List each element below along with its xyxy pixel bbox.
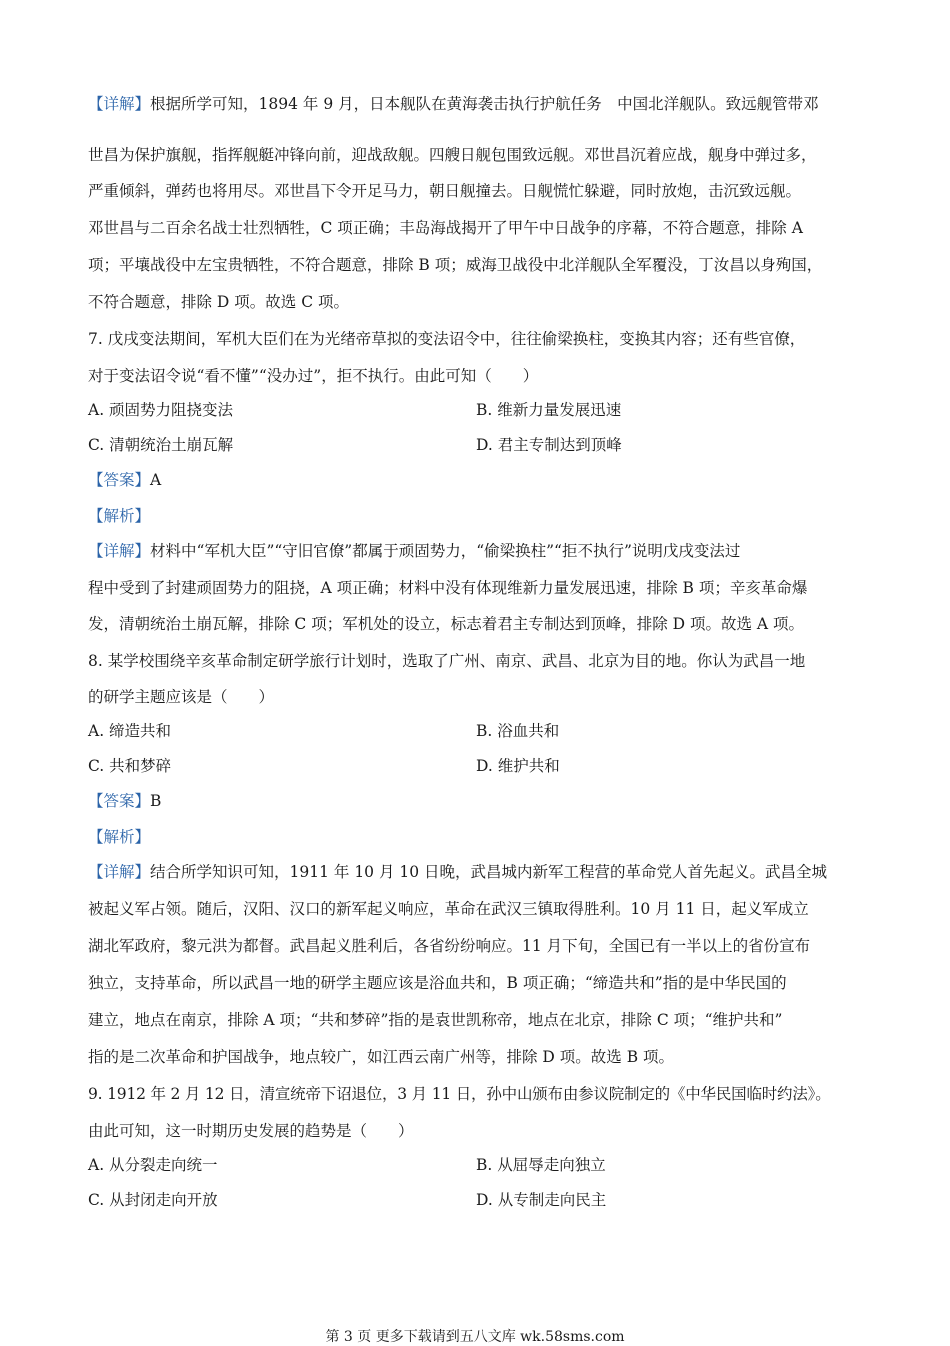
q8-option-b: B. 浴血共和 — [476, 722, 560, 740]
q9-option-c: C. 从封闭走向开放 — [88, 1191, 218, 1209]
q8-option-c: C. 共和梦碎 — [88, 757, 172, 775]
q7-analysis-tag: 【解析】 — [88, 507, 151, 525]
q6-detail-line-2: 世昌为保护旗舰，指挥舰艇冲锋向前，迎战敌舰。四艘日舰包围致远舰。邓世昌沉着应战，舰身中弹过多， — [88, 146, 817, 164]
q8-option-d: D. 维护共和 — [476, 757, 560, 775]
q7-option-a: A. 顽固势力阻挠变法 — [88, 401, 234, 419]
q6-detail-line-4: 邓世昌与二百余名战士壮烈牺牲，C 项正确；丰岛海战揭开了甲午中日战争的序幕，不符合题意，排除 A — [88, 219, 803, 237]
q9-option-d: D. 从专制走向民主 — [476, 1191, 607, 1209]
q6-detail-line-3: 严重倾斜，弹药也将用尽。邓世昌下令开足马力，朝日舰撞去。日舰慌忙躲避，同时放炮，击沉致远舰。 — [88, 182, 802, 200]
detail-tag: 【详解】 — [88, 95, 151, 113]
q9-option-b: B. 从屈辱走向独立 — [476, 1156, 606, 1174]
q8-detail-line-2: 被起义军占领。随后，汉阳、汉口的新军起义响应，革命在武汉三镇取得胜利。10 月 11 日，起义军成立 — [88, 900, 809, 918]
q9-option-a: A. 从分裂走向统一 — [88, 1156, 218, 1174]
page-footer: 第 3 页 更多下载请到五八文库 wk.58sms.com — [325, 1329, 625, 1345]
q7-detail-line-2: 程中受到了封建顽固势力的阻挠，A 项正确；材料中没有体现维新力量发展迅速，排除 B 项；辛亥革命爆 — [88, 579, 808, 597]
answer-tag: 【答案】 — [88, 471, 151, 489]
q8-detail-line-6: 指的是二次革命和护国战争，地点较广，如江西云南广州等，排除 D 项。故选 B 项。 — [88, 1048, 675, 1066]
q6-detail-line-6: 不符合题意，排除 D 项。故选 C 项。 — [88, 293, 349, 311]
q7-answer — [88, 470, 161, 490]
q7-stem-line-1: 7. 戊戌变法期间，军机大臣们在为光绪帝草拟的变法诏令中，往往偷梁换柱，变换其内容；还有些官僚， — [88, 330, 806, 348]
detail-tag: 【详解】 — [88, 542, 151, 560]
q7-option-b: B. 维新力量发展迅速 — [476, 401, 622, 419]
q8-detail-line-5: 建立，地点在南京，排除 A 项；“共和梦碎”指的是袁世凯称帝，地点在北京，排除 C 项；“维护共和” — [88, 1011, 783, 1029]
answer-value: A — [150, 471, 162, 489]
q8-option-a: A. 缔造共和 — [88, 722, 172, 740]
answer-tag: 【答案】 — [88, 792, 151, 810]
q7-option-c: C. 清朝统治土崩瓦解 — [88, 436, 234, 454]
answer-value: B — [150, 792, 162, 810]
q7-detail-line-3: 发，清朝统治土崩瓦解，排除 C 项；军机处的设立，标志着君主专制达到顶峰，排除 D 项。故选 A 项。 — [88, 615, 805, 633]
q7-stem-line-2: 对于变法诏令说“看不懂”“没办过”，拒不执行。由此可知（ ） — [88, 367, 539, 385]
q8-stem-line-1: 8. 某学校围绕辛亥革命制定研学旅行计划时，选取了广州、南京、武昌、北京为目的地。你认为武昌一地 — [88, 652, 806, 670]
q9-stem-line-2: 由此可知，这一时期历史发展的趋势是（ ） — [88, 1122, 414, 1140]
q8-answer — [88, 791, 161, 811]
q6-detail-line-5: 项；平壤战役中左宝贵牺牲，不符合题意，排除 B 项；威海卫战役中北洋舰队全军覆没，丁汝昌以身殉国， — [88, 256, 823, 274]
q8-detail-line-1: 【详解】结合所学知识可知，1911 年 10 月 10 日晚，武昌城内新军工程营的革命党人首先起义。武昌全城 — [88, 863, 828, 881]
q8-detail-line-4: 独立，支持革命，所以武昌一地的研学主题应该是浴血共和，B 项正确；“缔造共和”指的是中华民国的 — [88, 974, 787, 992]
q9-stem-line-1: 9. 1912 年 2 月 12 日，清宣统帝下诏退位，3 月 11 日，孙中山颁布由参议院制定的《中华民国临时约法》。 — [88, 1085, 831, 1103]
q7-option-d: D. 君主专制达到顶峰 — [476, 436, 622, 454]
q6-detail-line-1: 【详解】根据所学可知，1894 年 9 月，日本舰队在黄海袭击执行护航任务 中国北洋舰队。致远舰管带邓 — [88, 95, 819, 113]
q8-analysis-tag: 【解析】 — [88, 828, 151, 846]
q8-stem-line-2: 的研学主题应该是（ ） — [88, 688, 275, 706]
q8-detail-line-3: 湖北军政府，黎元洪为都督。武昌起义胜利后，各省纷纷响应。11 月下旬，全国已有一半以上的省份宣布 — [88, 937, 811, 955]
detail-tag: 【详解】 — [88, 863, 151, 881]
q7-detail-line-1: 【详解】材料中“军机大臣”“守旧官僚”都属于顽固势力，“偷梁换柱”“拒不执行”说明戊戌变法过 — [88, 542, 741, 560]
